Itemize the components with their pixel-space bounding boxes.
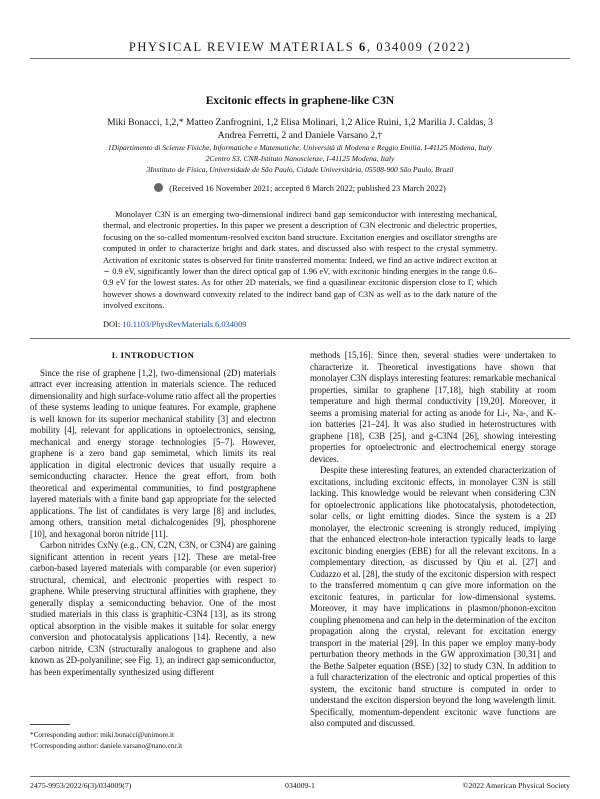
author-line-1: Miki Bonacci, 1,2,* Matteo Zanfrognini, 1,2 Elisa Molinari, 1,2 Alice Ruini, 1,2 Marilia J. Caldas, 3 <box>107 117 493 128</box>
received-dates <box>0 183 600 193</box>
affiliations <box>50 142 550 176</box>
footer-issn: 2475-9953/2022/6(3)/034009(7) <box>30 781 132 790</box>
section-title: I. INTRODUCTION <box>111 350 195 360</box>
affiliation-1: 1Dipartimento di Scienze Fisiche, Informatiche e Matematiche, Università di Modena e Reggio Emilia, I-41125 Modena, Italy <box>107 143 493 152</box>
abstract-rule <box>30 338 570 339</box>
paper-title: Excitonic effects in graphene-like C3N <box>205 95 395 107</box>
doi-label: DOI: <box>103 320 121 329</box>
footnote-1: *Corresponding author: miki.bonacci@unimore.it <box>30 731 174 739</box>
left-column <box>30 350 276 678</box>
footnotes <box>30 730 276 751</box>
abstract: Monolayer C3N is an emerging two-dimensional indirect band gap semiconductor with interesting mechanical, thermal, and electronic properties. In this paper we present a description of C3N electronic and dielectric properties, focusing on the so-called momentum-resolved exciton band structure. Excitation energies and oscillator strengths are computed in order to characterize bright and dark states, and discussed also with respect to the crystal symmetry. Activation of excitonic states is observed for finite transferred momenta: Indeed, we find an active indirect exciton at ∼ 0.9 eV, significantly lower than the direct optical gap of 1.96 eV, with excitonic binding energies in the range 0.6–0.9 eV for the lowest states. As for other 2D materials, we find a quasilinear excitonic dispersion close to Γ, which however shows a downward convexity related to the indirect band gap of C3N as well as to the dark nature of the involved excitons. <box>103 210 497 311</box>
footer-copyright: ©2022 American Physical Society <box>462 781 570 790</box>
footer-rule <box>30 776 570 777</box>
author-line-2: Andrea Ferretti, 2 and Daniele Varsano 2,† <box>217 130 383 141</box>
doi-link[interactable]: 10.1103/PhysRevMaterials.6.034009 <box>122 320 247 329</box>
affiliation-2: 2Centro S3, CNR-Istituto Nanoscienze, I-41125 Modena, Italy <box>205 154 395 164</box>
author-list <box>60 116 540 142</box>
doi <box>103 320 246 329</box>
footnote-rule <box>30 724 70 725</box>
footer-page: 034009-1 <box>285 781 315 790</box>
right-column <box>310 350 556 730</box>
journal-header: PHYSICAL REVIEW MATERIALS 6, 034009 (2022) <box>128 40 472 54</box>
paragraph: Since the rise of graphene [1,2], two-dimensional (2D) materials attract ever increasing attention in materials science. The reduced dimensionality and high surface-volume ratio affect all the properties of these systems leading to unique features. For example, graphene is well known for its superior mechanical stability [3] and electron mobility [4], relevant for applications in optoelectronics, sensing, mechanical and energy storage technologies [5–7]. However, graphene is a zero band gap semimetal, which limits its real application in digital electronic devices that usually require a semiconducting character. Hence the great effort, from both theoretical and experimental communities, to find postgraphene layered materials with a finite band gap appropriate for the selected applications. The list of candidates is very large [8] and includes, among others, transition metal dichalcogenides [9], phosphorene [10], and hexagonal boron nitride [11]. <box>30 367 276 539</box>
article-id: 034009 (2022) <box>376 40 472 54</box>
check-for-updates-icon[interactable] <box>154 183 163 192</box>
affiliation-3: 3Instituto de Física, Universidade de São Paulo, Cidade Universitária, 05508-900 São Paulo, Brazil <box>146 165 454 175</box>
paragraph: Carbon nitrides CxNy (e.g., CN, C2N, C3N, or C3N4) are gaining significant attention in recent years [12]. These are metal-free carbon-based layered materials with comparable (or even superior) structural, chemical, and electronic properties with respect to graphene. While preserving structural affinities with graphene, they generally display a semiconducting behavior. One of the most studied materials in this class is graphitic-C3N4 [13], as its strong optical absorption in the visible makes it suitable for solar energy conversion and photocatalysis applications [14]. Recently, a new carbon nitride, C3N (structurally analogous to graphene and also known as 2D-polyaniline; see Fig. 1), an indirect gap semiconductor, has been experimentally synthesized using different <box>30 540 276 677</box>
paragraph: methods [15,16]. Since then, several studies were undertaken to characterize it. Theoretical investigations have shown that monolayer C3N displays interesting features: remarkable mechanical properties, similar to graphene [17,18], high stability at room temperature and high thermal conductivity [19,20]. Moreover, it seems a promising material for acting as anode for Li-, Na-, and K-ion batteries [21–24]. It was also studied in heterostructures with graphene [18], C3B [25], and g-C3N4 [26], showing interesting properties for optoelectronic and electrochemical energy storage devices. <box>310 350 556 464</box>
paragraph: Despite these interesting features, an extended characterization of excitations, including excitonic effects, in monolayer C3N is still lacking. This knowledge would be relevant when considering C3N for optoelectronic applications like photocatalysis, photodetection, solar cells, or light emitting diodes. Since the system is a 2D monolayer, the electronic screening is strongly reduced, implying that the enhanced electron-hole interaction typically leads to large excitonic binding energies (EBE) for all the relevant excitons. In a complementary direction, as discussed by Qiu et al. [27] and Cudazzo et al. [28], the study of the excitonic dispersion with respect to the transferred momentum q can give more information on the excitonic features, in particular for low-dimensional systems. Moreover, it may have implications in plasmon/phonon-exciton coupling phenomena and can help in the determination of the exciton propagation along the crystal, relevant for excitation energy transport in the material [29]. In this paper we employ many-body perturbation theory methods in the GW approximation [30,31] and the Bethe Salpeter equation (BSE) [32] to study C3N. In addition to a full characterization of the electronic and optical properties of this system, the excitonic band structure is computed in order to understand the exciton dispersion beyond the long wavelength limit. Specifically, momentum-dependent excitonic wave functions are also computed and discussed. <box>310 465 556 728</box>
journal-name: PHYSICAL REVIEW MATERIALS <box>128 40 355 54</box>
received-text: (Received 16 November 2021; accepted 8 March 2022; published 23 March 2022) <box>169 184 446 193</box>
journal-volume: 6 <box>359 40 367 54</box>
header-rule <box>30 58 570 59</box>
footnote-2: †Corresponding author: daniele.varsano@nano.cnr.it <box>30 741 183 750</box>
